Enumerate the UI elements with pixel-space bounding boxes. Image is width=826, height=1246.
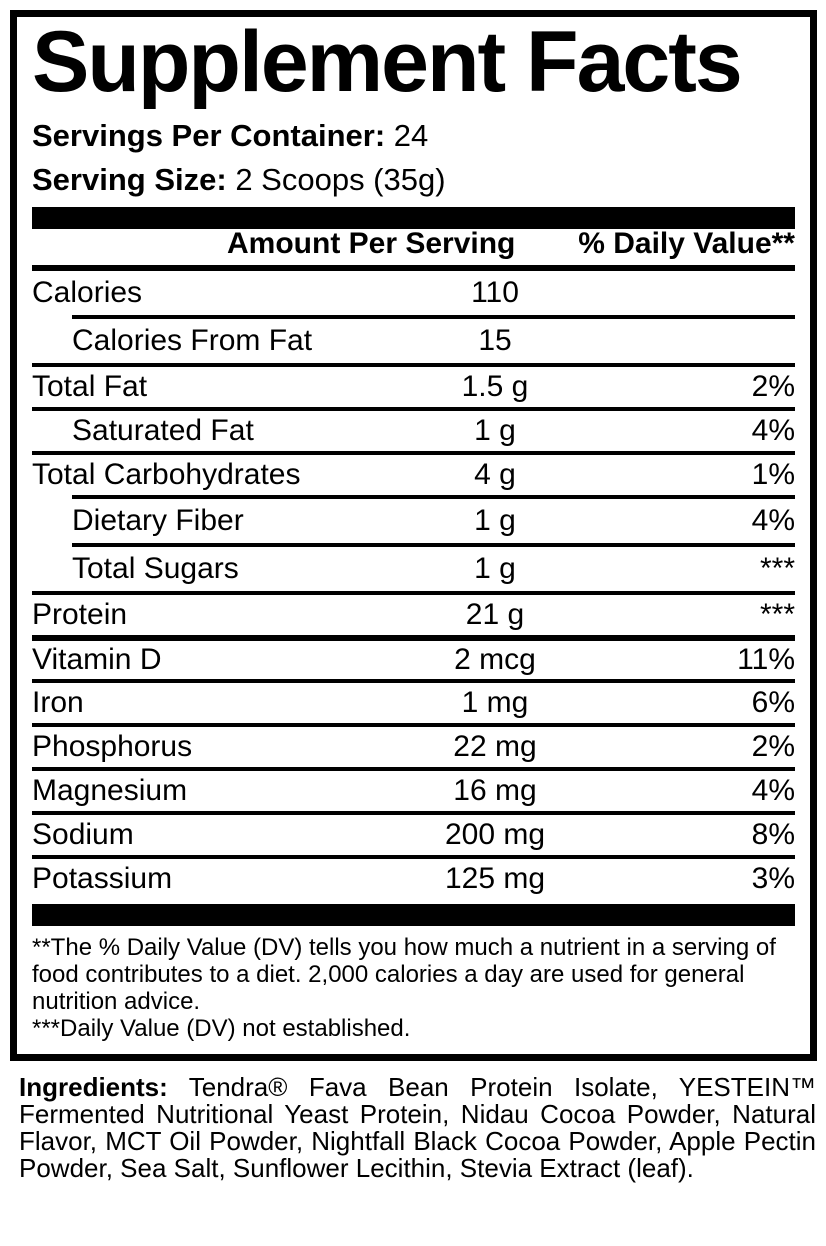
column-header-amount: Amount Per Serving bbox=[227, 227, 516, 261]
table-row-protein bbox=[32, 591, 795, 635]
nutrient-daily-value: 4% bbox=[751, 504, 795, 538]
table-row-total-fat bbox=[32, 363, 795, 407]
footnote-not-established: ***Daily Value (DV) not established. bbox=[32, 1015, 411, 1043]
nutrient-name: Calories bbox=[32, 276, 143, 310]
nutrient-name: Total Sugars bbox=[72, 552, 239, 586]
ingredients-text: Tendra® Fava Bean Protein Isolate, YESTEIN™ Fermented Nutritional Yeast Protein, Nidau Cocoa Powder, Natural Flavor, MCT Oil Powder, Nightfall Black Cocoa Powder, Apple Pectin Powder, Sea Salt, Sunflower Lecithin, Stevia Extract (leaf). bbox=[19, 1072, 816, 1184]
nutrient-daily-value: 4% bbox=[751, 414, 795, 448]
nutrient-amount: 200 mg bbox=[444, 818, 546, 852]
servings-per-container-label: Servings Per Container: bbox=[32, 118, 386, 154]
table-row-saturated-fat bbox=[32, 407, 795, 451]
supplement-facts-panel bbox=[10, 10, 817, 1061]
table-row-sodium bbox=[32, 811, 795, 855]
page-title: Supplement Facts bbox=[32, 14, 741, 110]
nutrient-daily-value: 6% bbox=[751, 686, 795, 720]
nutrient-name: Sodium bbox=[32, 818, 134, 852]
nutrient-table bbox=[32, 271, 795, 899]
nutrient-name: Saturated Fat bbox=[72, 414, 254, 448]
table-row-total-sugars bbox=[32, 543, 795, 591]
nutrient-name: Vitamin D bbox=[32, 643, 162, 677]
nutrient-name: Magnesium bbox=[32, 774, 188, 808]
table-row-calories-from-fat bbox=[32, 315, 795, 363]
table-row-total-carbohydrates bbox=[32, 451, 795, 495]
nutrient-amount: 1 mg bbox=[461, 686, 529, 720]
nutrient-daily-value: *** bbox=[759, 598, 795, 632]
nutrient-daily-value: 11% bbox=[737, 643, 795, 677]
table-row-magnesium bbox=[32, 767, 795, 811]
nutrient-amount: 1 g bbox=[474, 504, 516, 538]
footnote bbox=[32, 934, 795, 1042]
nutrient-name: Total Fat bbox=[32, 370, 148, 404]
nutrient-name: Iron bbox=[32, 686, 84, 720]
table-row-iron bbox=[32, 679, 795, 723]
servings-per-container-value: 24 bbox=[393, 118, 429, 154]
nutrient-name: Protein bbox=[32, 598, 128, 632]
nutrient-amount: 2 mcg bbox=[454, 643, 536, 677]
table-row-dietary-fiber bbox=[32, 495, 795, 543]
nutrient-amount: 110 bbox=[471, 276, 519, 310]
serving-info bbox=[32, 114, 795, 202]
table-row-phosphorus bbox=[32, 723, 795, 767]
ingredients-label: Ingredients: bbox=[19, 1072, 168, 1103]
nutrient-name: Phosphorus bbox=[32, 730, 193, 764]
nutrient-name: Potassium bbox=[32, 862, 173, 896]
table-row-vitamin-d bbox=[32, 635, 795, 679]
nutrient-amount: 1 g bbox=[474, 552, 516, 586]
nutrient-amount: 1 g bbox=[474, 414, 516, 448]
nutrient-amount: 1.5 g bbox=[461, 370, 529, 404]
nutrient-daily-value: 2% bbox=[751, 730, 795, 764]
nutrient-daily-value: 3% bbox=[751, 862, 795, 896]
nutrient-amount: 22 mg bbox=[453, 730, 537, 764]
nutrient-daily-value: 2% bbox=[751, 370, 795, 404]
serving-size-value: 2 Scoops (35g) bbox=[235, 162, 446, 198]
nutrient-daily-value: *** bbox=[759, 552, 795, 586]
table-row-calories bbox=[32, 271, 795, 315]
nutrient-amount: 16 mg bbox=[453, 774, 537, 808]
nutrient-name: Total Carbohydrates bbox=[32, 458, 301, 492]
serving-size bbox=[32, 158, 795, 202]
nutrient-daily-value: 4% bbox=[751, 774, 795, 808]
ingredients-paragraph bbox=[19, 1074, 816, 1182]
divider-bar-top bbox=[32, 207, 795, 229]
nutrient-amount: 15 bbox=[478, 324, 512, 358]
servings-per-container bbox=[32, 114, 795, 158]
nutrient-daily-value: 8% bbox=[751, 818, 795, 852]
supplement-label-page bbox=[0, 10, 826, 1246]
column-header-daily-value: % Daily Value** bbox=[578, 227, 795, 261]
nutrient-amount: 21 g bbox=[465, 598, 525, 632]
footnote-daily-value: **The % Daily Value (DV) tells you how much a nutrient in a serving of food contributes to a diet. 2,000 calories a day are used for general nutrition advice. bbox=[32, 934, 776, 1016]
nutrient-daily-value: 1% bbox=[751, 458, 795, 492]
table-header bbox=[32, 229, 795, 271]
divider-bar-bottom bbox=[32, 904, 795, 926]
nutrient-name: Calories From Fat bbox=[72, 324, 313, 358]
table-row-potassium bbox=[32, 855, 795, 899]
nutrient-amount: 4 g bbox=[474, 458, 516, 492]
nutrient-name: Dietary Fiber bbox=[72, 504, 244, 538]
nutrient-amount: 125 mg bbox=[444, 862, 546, 896]
serving-size-label: Serving Size: bbox=[32, 162, 227, 198]
